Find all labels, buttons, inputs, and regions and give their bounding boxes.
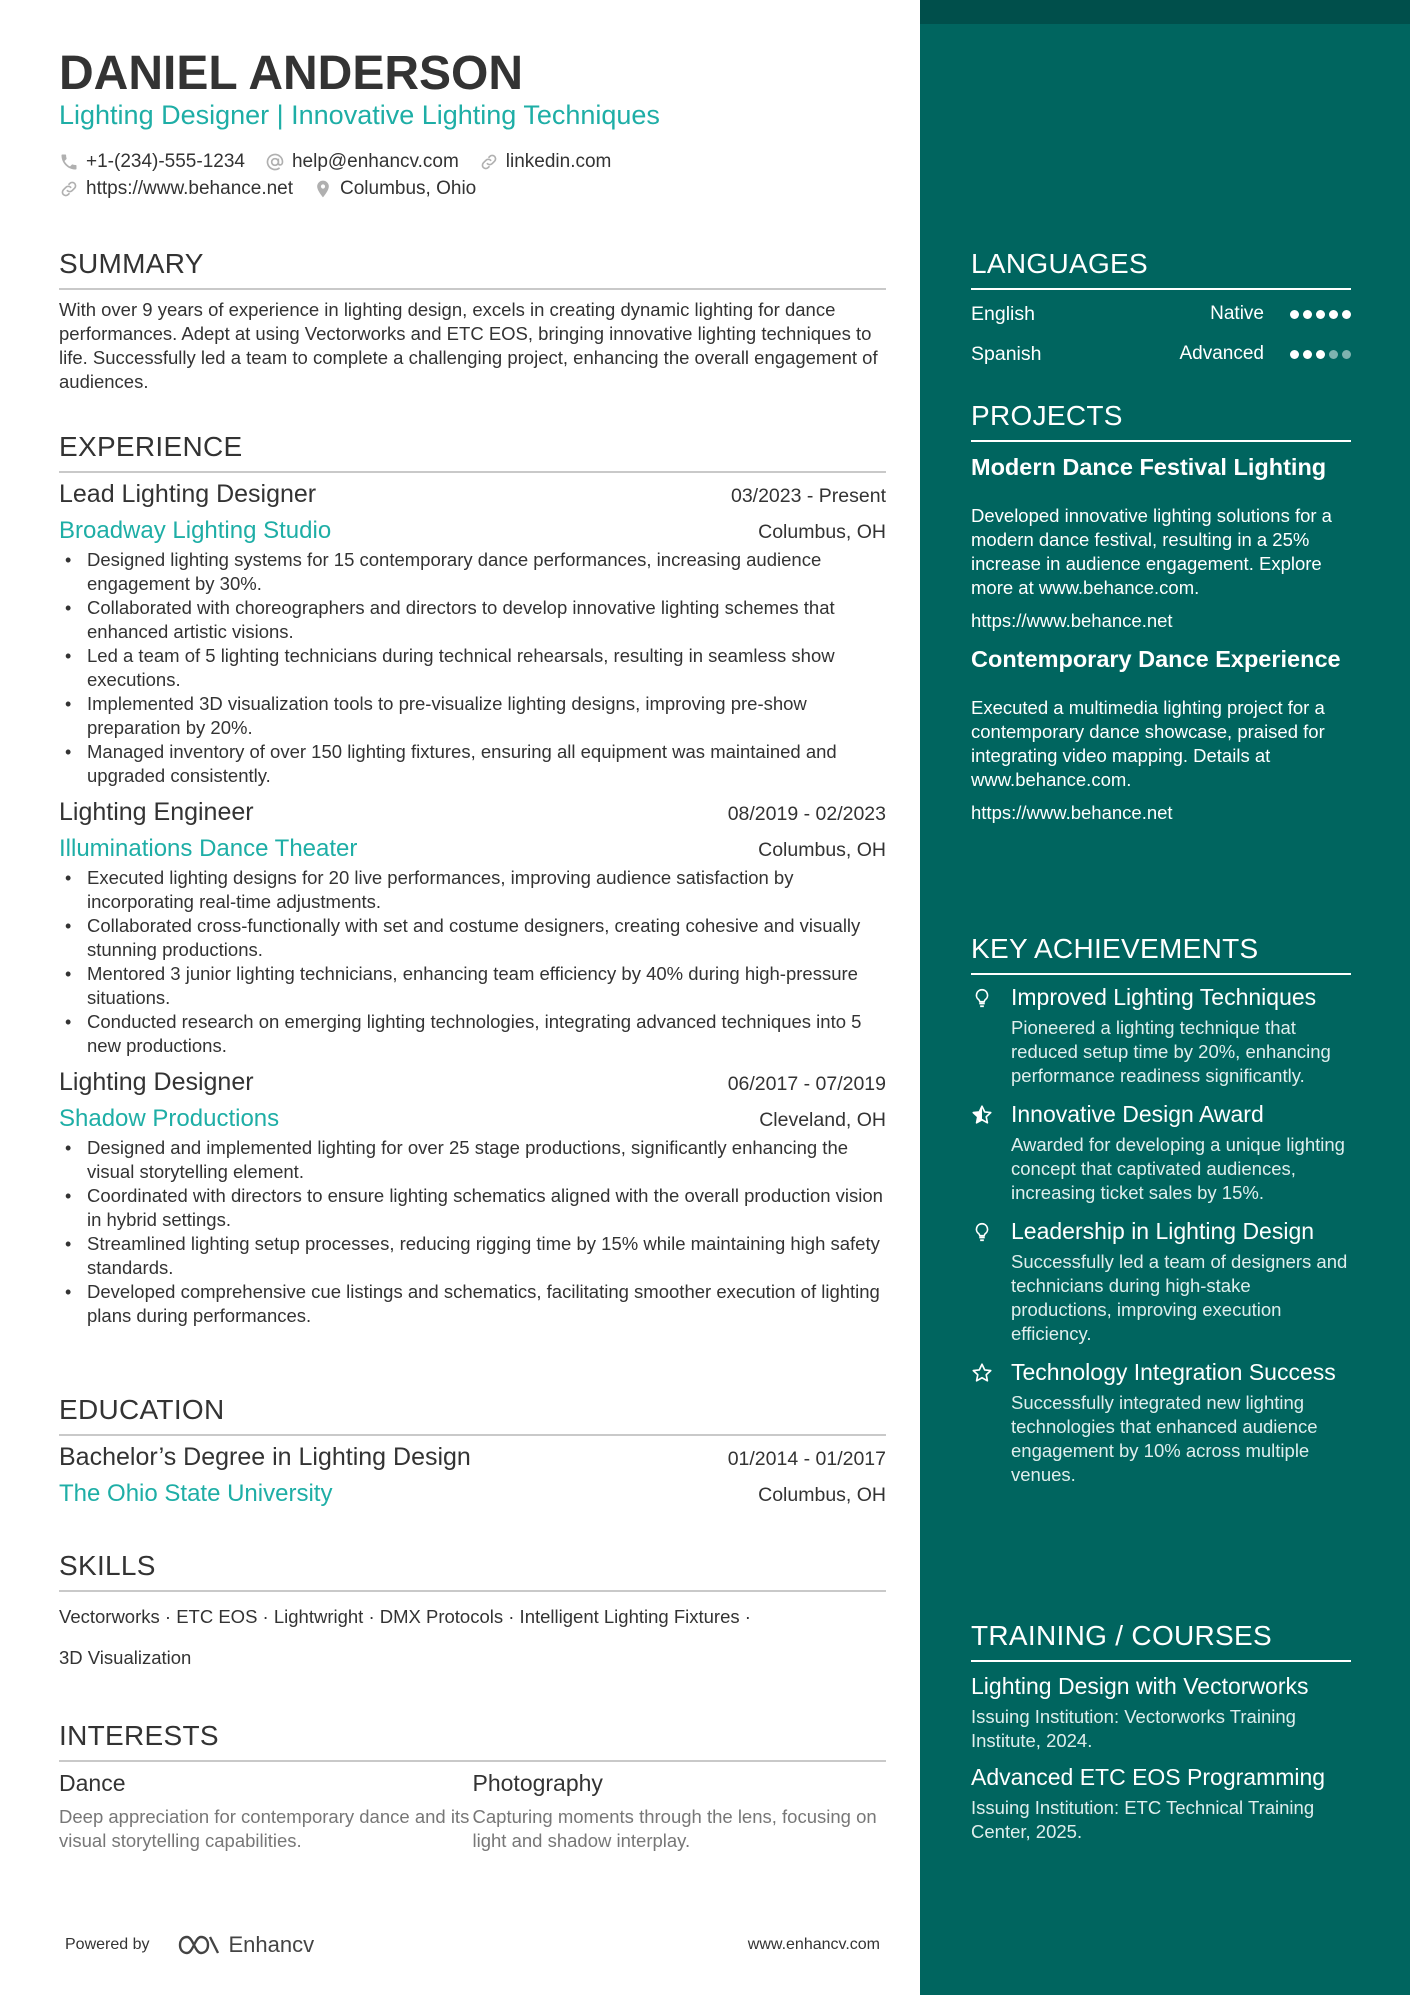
- language-row: [971, 298, 1351, 330]
- language-level: Advanced: [1179, 343, 1264, 364]
- project-title: Contemporary Dance Experience: [971, 646, 1341, 672]
- phone-text: +1-(234)-555-1234: [86, 150, 245, 172]
- language-name: English: [971, 302, 1035, 325]
- footer: [65, 1932, 880, 1958]
- job-entry: [59, 798, 886, 1058]
- education-section: [59, 1394, 886, 1508]
- linkedin-contact[interactable]: [479, 151, 612, 173]
- job-bullets: [59, 548, 886, 788]
- achievement-item: [971, 983, 1351, 1088]
- job-bullet: • Streamlined lighting setup processes, reducing rigging time by 15% while maintaining high safety standards.: [59, 1232, 886, 1280]
- contact-info: [59, 148, 879, 202]
- link-icon: [59, 179, 79, 199]
- job-date: 03/2023 - Present: [730, 485, 886, 507]
- job-location: Cleveland, OH: [759, 1109, 886, 1131]
- achievements-section: [971, 933, 1351, 1487]
- job-location: Columbus, OH: [758, 839, 886, 861]
- skills-title: SKILLS: [59, 1550, 886, 1592]
- proficiency-dot-filled: [1303, 310, 1312, 319]
- project-link[interactable]: https://www.behance.net: [971, 802, 1173, 823]
- education-date: 01/2014 - 01/2017: [727, 1448, 886, 1470]
- language-dots: [1286, 350, 1351, 359]
- achievement-title: Improved Lighting Techniques: [1011, 984, 1317, 1010]
- summary-text: With over 9 years of experience in lighting design, excels in creating dynamic lighting for dance performances. Adept at using Vectorworks and ETC EOS, bringing innovative lighting techniques to life. Successfully led a team to complete a challenging project, enhancing the overall engagement of audiences.: [59, 299, 878, 392]
- proficiency-dot-empty: [1342, 350, 1351, 359]
- languages-title: LANGUAGES: [971, 248, 1351, 290]
- website-text: https://www.behance.net: [86, 177, 294, 199]
- powered-by: [65, 1932, 314, 1958]
- job-entry: [59, 480, 886, 788]
- website-contact[interactable]: [59, 178, 293, 200]
- language-level: Native: [1210, 303, 1264, 324]
- achievement-desc: Awarded for developing a unique lighting concept that captivated audiences, increasing ticket sales by 15%.: [1011, 1134, 1345, 1203]
- proficiency-dot-filled: [1316, 350, 1325, 359]
- school-location: Columbus, OH: [758, 1484, 886, 1506]
- job-title: Lighting Engineer: [59, 798, 254, 826]
- job-date: 08/2019 - 02/2023: [727, 803, 886, 825]
- skills-line: 3D Visualization: [59, 1647, 192, 1668]
- skills-list: [59, 1596, 886, 1678]
- brand-name: Enhancv: [228, 1932, 315, 1957]
- proficiency-dot-filled: [1303, 350, 1312, 359]
- interests-section: [59, 1720, 886, 1853]
- job-bullets: [59, 1136, 886, 1328]
- candidate-name: DANIEL ANDERSON: [59, 47, 524, 100]
- proficiency-dot-filled: [1342, 310, 1351, 319]
- proficiency-dot-filled: [1290, 310, 1299, 319]
- course-item: [971, 1672, 1351, 1753]
- job-bullet: • Conducted research on emerging lighting technologies, integrating advanced techniques into 5 new productions.: [59, 1010, 886, 1058]
- job-title: Lead Lighting Designer: [59, 480, 317, 508]
- achievement-desc: Pioneered a lighting technique that reduced setup time by 20%, enhancing performance readiness significantly.: [1011, 1017, 1331, 1086]
- experience-section: [59, 431, 886, 1328]
- star-outline-icon: [971, 1362, 993, 1384]
- achievement-item: [971, 1358, 1351, 1487]
- job-bullet: • Collaborated cross-functionally with set and costume designers, creating cohesive and visually stunning productions.: [59, 914, 886, 962]
- phone-icon: [59, 152, 79, 172]
- training-title: TRAINING / COURSES: [971, 1620, 1351, 1662]
- summary-section: [59, 248, 886, 394]
- email-contact[interactable]: [265, 151, 459, 173]
- achievement-item: [971, 1217, 1351, 1346]
- achievement-title: Innovative Design Award: [1011, 1101, 1264, 1127]
- proficiency-dot-filled: [1290, 350, 1299, 359]
- skills-line: Vectorworks · ETC EOS · Lightwright · DMX Protocols · Intelligent Lighting Fixtures ·: [59, 1606, 751, 1627]
- job-entry: [59, 1068, 886, 1328]
- achievement-item: [971, 1100, 1351, 1205]
- enhancv-logo-icon: [176, 1933, 222, 1957]
- project-desc: Developed innovative lighting solutions for a modern dance festival, resulting in a 25% increase in audience engagement. Explore more at www.behance.com.: [971, 505, 1332, 598]
- education-title: EDUCATION: [59, 1394, 886, 1436]
- job-bullet: • Developed comprehensive cue listings and schematics, facilitating smoother execution of lighting plans during performances.: [59, 1280, 886, 1328]
- job-company: Illuminations Dance Theater: [59, 835, 358, 862]
- job-date: 06/2017 - 07/2019: [727, 1073, 886, 1095]
- job-bullet: • Managed inventory of over 150 lighting fixtures, ensuring all equipment was maintained and upgraded consistently.: [59, 740, 886, 788]
- proficiency-dot-empty: [1329, 350, 1338, 359]
- project-item: [971, 644, 1351, 824]
- job-bullet: • Designed lighting systems for 15 contemporary dance performances, increasing audience engagement by 30%.: [59, 548, 886, 596]
- at-icon: [265, 152, 285, 172]
- sidebar-top-bar: [920, 0, 1410, 24]
- job-bullet: • Implemented 3D visualization tools to pre-visualize lighting designs, improving pre-show preparation by 20%.: [59, 692, 886, 740]
- project-link[interactable]: https://www.behance.net: [971, 610, 1173, 631]
- course-item: [971, 1763, 1351, 1844]
- language-row: [971, 338, 1351, 370]
- achievement-desc: Successfully led a team of designers and technicians during high-stake productions, improving execution efficiency.: [1011, 1251, 1348, 1344]
- location-contact: [313, 178, 476, 200]
- course-desc: Issuing Institution: ETC Technical Training Center, 2025.: [971, 1797, 1315, 1842]
- sidebar: [920, 0, 1410, 1995]
- projects-section: [971, 400, 1351, 824]
- footer-url[interactable]: www.enhancv.com: [747, 1936, 880, 1953]
- lightbulb-icon: [971, 987, 993, 1009]
- projects-title: PROJECTS: [971, 400, 1351, 442]
- language-name: Spanish: [971, 342, 1042, 365]
- email-text: help@enhancv.com: [291, 150, 459, 172]
- training-section: [971, 1620, 1351, 1844]
- proficiency-dot-filled: [1316, 310, 1325, 319]
- interest-title: Dance: [59, 1770, 126, 1796]
- project-desc: Executed a multimedia lighting project for a contemporary dance showcase, praised for integrating video mapping. Details at www.behance.com.: [971, 697, 1325, 790]
- course-title: Advanced ETC EOS Programming: [971, 1764, 1326, 1790]
- languages-section: [971, 248, 1351, 370]
- degree: Bachelor’s Degree in Lighting Design: [59, 1443, 471, 1471]
- interest-desc: Capturing moments through the lens, focusing on light and shadow interplay.: [472, 1806, 877, 1851]
- interest-item: [59, 1770, 473, 1853]
- skills-section: [59, 1550, 886, 1678]
- location-pin-icon: [313, 179, 333, 199]
- phone-contact[interactable]: [59, 151, 245, 173]
- experience-title: EXPERIENCE: [59, 431, 886, 473]
- school-name: The Ohio State University: [59, 1480, 333, 1507]
- project-item: [971, 452, 1351, 632]
- achievements-title: KEY ACHIEVEMENTS: [971, 933, 1351, 975]
- star-half-icon: [971, 1104, 993, 1126]
- link-icon: [479, 152, 499, 172]
- achievement-title: Leadership in Lighting Design: [1011, 1218, 1315, 1244]
- job-bullet: • Executed lighting designs for 20 live performances, improving audience satisfaction by incorporating real-time adjustments.: [59, 866, 886, 914]
- job-bullet: • Led a team of 5 lighting technicians during technical rehearsals, resulting in seamless show executions.: [59, 644, 886, 692]
- candidate-tagline: Lighting Designer | Innovative Lighting Techniques: [59, 100, 660, 130]
- achievement-desc: Successfully integrated new lighting technologies that enhanced audience engagement by 10% across multiple venues.: [1011, 1392, 1318, 1485]
- interests-title: INTERESTS: [59, 1720, 886, 1762]
- course-desc: Issuing Institution: Vectorworks Training Institute, 2024.: [971, 1706, 1296, 1751]
- location-text: Columbus, Ohio: [340, 177, 477, 199]
- job-company: Shadow Productions: [59, 1105, 280, 1132]
- powered-by-label: Powered by: [65, 1936, 150, 1953]
- job-bullet: • Mentored 3 junior lighting technicians, enhancing team efficiency by 40% during high-pressure situations.: [59, 962, 886, 1010]
- interest-item: [473, 1770, 887, 1853]
- job-bullet: • Coordinated with directors to ensure lighting schematics aligned with the overall production vision in hybrid settings.: [59, 1184, 886, 1232]
- achievement-title: Technology Integration Success: [1011, 1359, 1336, 1385]
- education-entry: [59, 1443, 886, 1508]
- brand-logo[interactable]: [176, 1932, 315, 1958]
- job-title: Lighting Designer: [59, 1068, 254, 1096]
- lightbulb-icon: [971, 1221, 993, 1243]
- project-title: Modern Dance Festival Lighting: [971, 454, 1327, 480]
- linkedin-text: linkedin.com: [505, 150, 612, 172]
- interest-title: Photography: [472, 1770, 603, 1796]
- proficiency-dot-filled: [1329, 310, 1338, 319]
- job-bullet: • Designed and implemented lighting for over 25 stage productions, significantly enhancing the visual storytelling element.: [59, 1136, 886, 1184]
- language-dots: [1286, 310, 1351, 319]
- interest-desc: Deep appreciation for contemporary dance and its visual storytelling capabilities.: [59, 1806, 470, 1851]
- job-bullet: • Collaborated with choreographers and directors to develop innovative lighting schemes that enhanced artistic visions.: [59, 596, 886, 644]
- job-location: Columbus, OH: [758, 521, 886, 543]
- interests-list: [59, 1770, 886, 1853]
- summary-title: SUMMARY: [59, 248, 886, 290]
- job-bullets: [59, 866, 886, 1058]
- job-company: Broadway Lighting Studio: [59, 517, 332, 544]
- course-title: Lighting Design with Vectorworks: [971, 1673, 1309, 1699]
